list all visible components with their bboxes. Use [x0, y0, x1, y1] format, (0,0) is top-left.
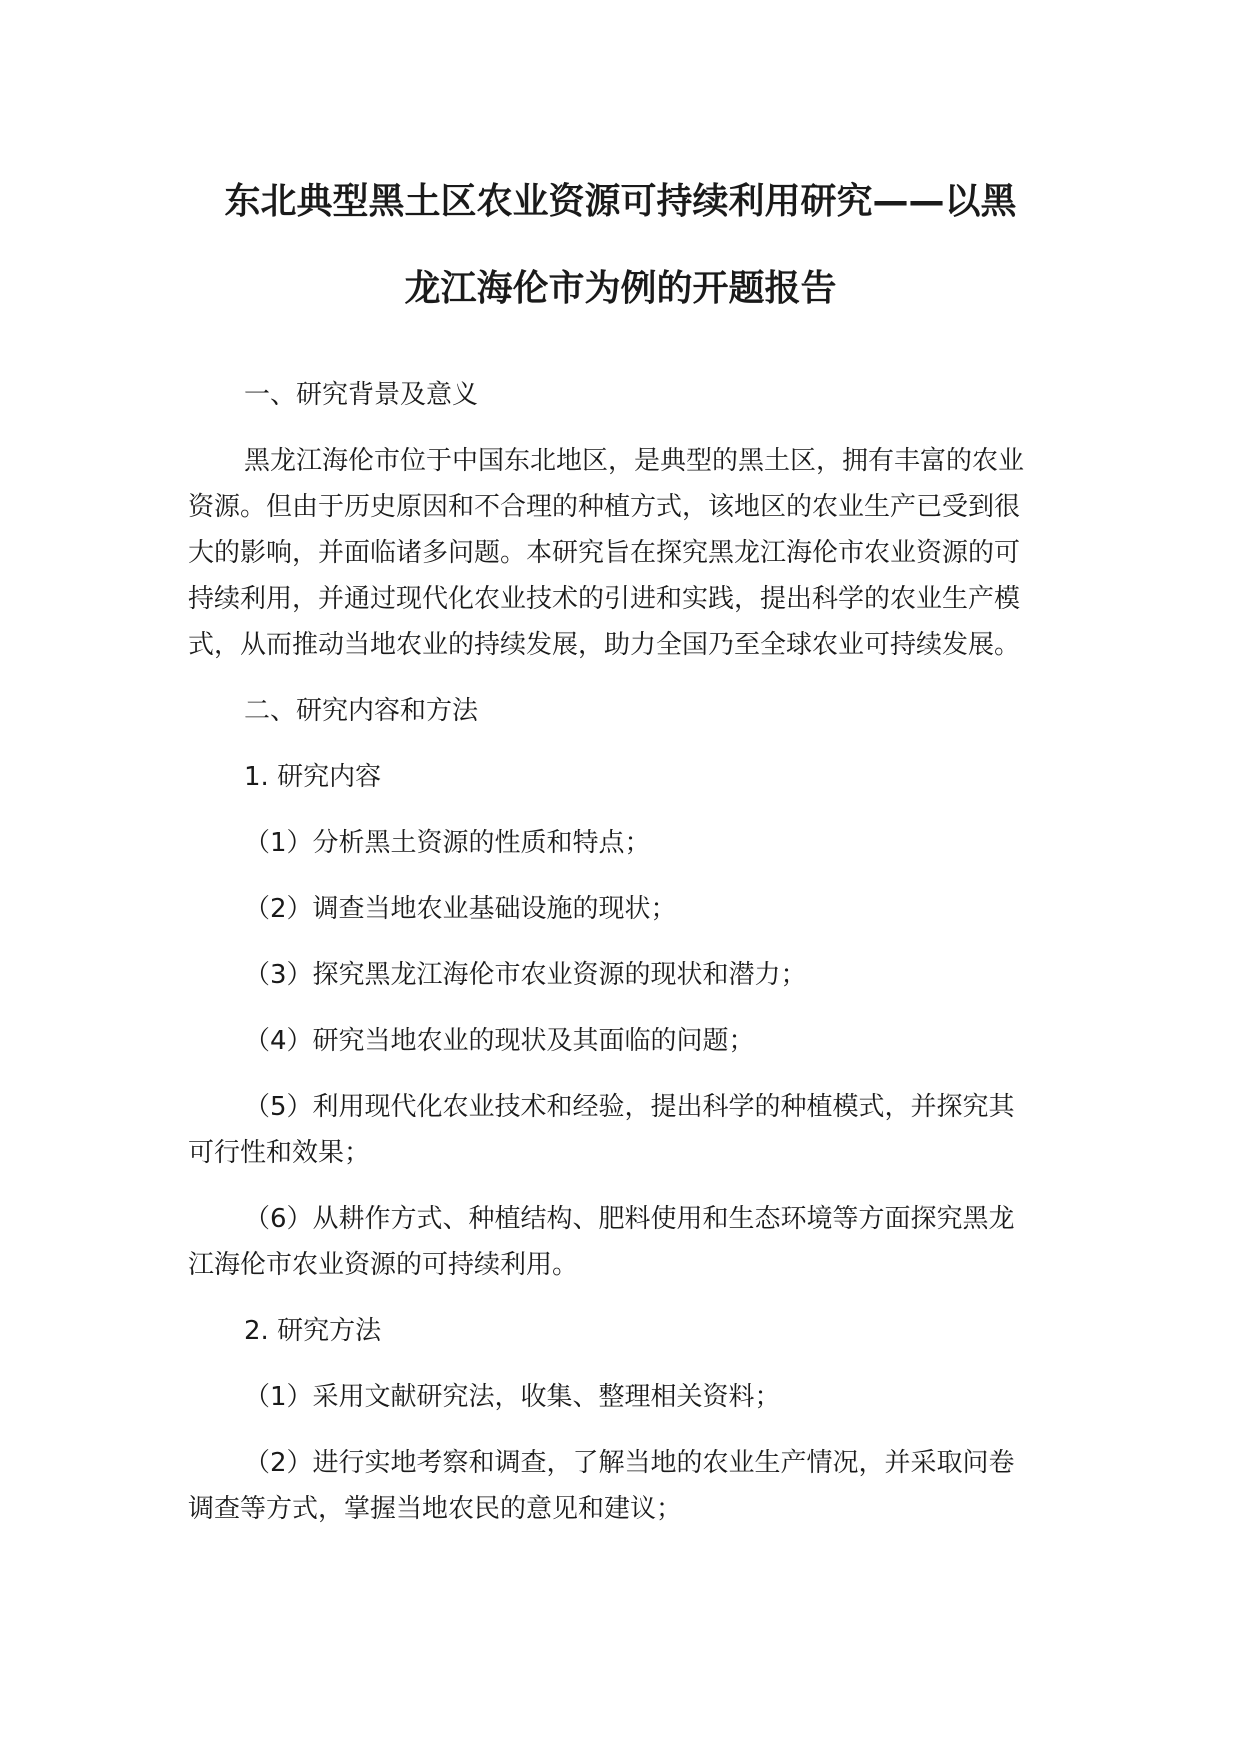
- list-item: （1）采用文献研究法，收集、整理相关资料；: [244, 1382, 781, 1412]
- section-1-heading: 一、研究背景及意义: [244, 380, 479, 410]
- list-item: （5）利用现代化农业技术和经验，提出科学的种植模式，并探究其可行性和效果；: [188, 1092, 1015, 1168]
- list-item: （3）探究黑龙江海伦市农业资源的现状和潜力；: [244, 960, 807, 990]
- document-title-line-2: 龙江海伦市为例的开题报告: [404, 268, 837, 309]
- list-item: （1）分析黑土资源的性质和特点；: [244, 828, 651, 858]
- list-item: （2）进行实地考察和调查，了解当地的农业生产情况，并采取问卷调查等方式，掌握当地农民的意见和建议；: [188, 1448, 1015, 1524]
- section-2-heading: 二、研究内容和方法: [244, 696, 479, 726]
- subsection-research-content-heading: 1. 研究内容: [244, 762, 382, 792]
- document-title-line-1: 东北典型黑土区农业资源可持续利用研究——以黑: [224, 181, 1017, 222]
- section-1-paragraph: 黑龙江海伦市位于中国东北地区，是典型的黑土区，拥有丰富的农业资源。但由于历史原因和不合理的种植方式，该地区的农业生产已受到很大的影响，并面临诸多问题。本研究旨在探究黑龙江海伦市农业资源的可持续利用，并通过现代化农业技术的引进和实践，提出科学的农业生产模式，从而推动当地农业的持续发展，助力全国乃至全球农业可持续发展。: [188, 446, 1025, 660]
- document-body: [188, 372, 1033, 1532]
- list-item: （4）研究当地农业的现状及其面临的问题；: [244, 1026, 755, 1056]
- list-item: （2）调查当地农业基础设施的现状；: [244, 894, 677, 924]
- list-item: （6）从耕作方式、种植结构、肥料使用和生态环境等方面探究黑龙江海伦市农业资源的可持续利用。: [188, 1204, 1015, 1280]
- subsection-research-method-heading: 2. 研究方法: [244, 1316, 382, 1346]
